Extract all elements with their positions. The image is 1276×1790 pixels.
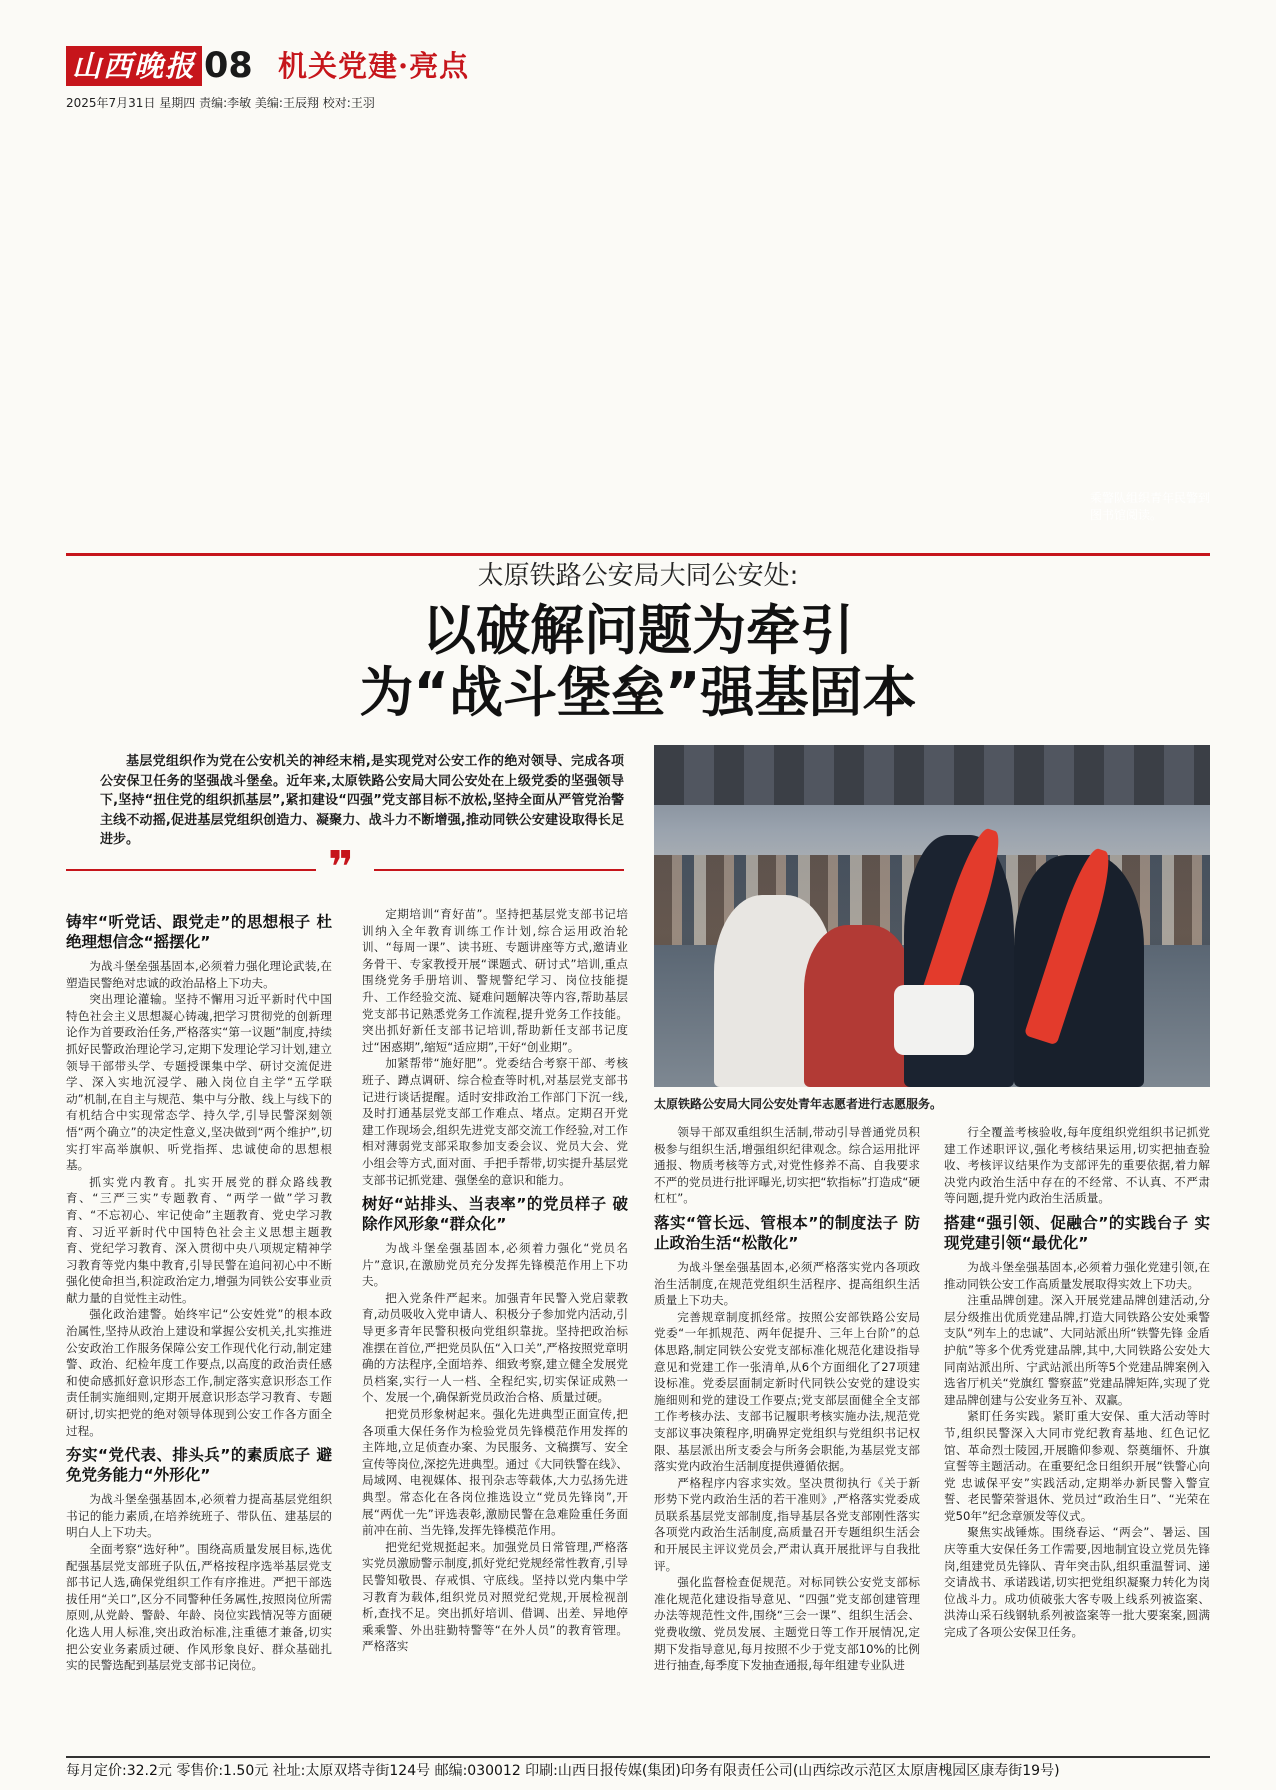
volunteer-photo-caption: 太原铁路公安局大同公安处青年志愿者进行志愿服务。 <box>654 1097 943 1111</box>
flag-text: 大同乘警支队青年先锋队 <box>433 367 832 442</box>
paragraph: 强化政治建警。始终牢记“公安姓党”的根本政治属性,坚持从政治上建设和掌握公安机关,扎实推进公安政治工作服务保障公安工作现代化行动,制定建警、政治、纪检年度工作要点,以高度的政治责任感和使命感抓好意识形态工作,制定落实意识形态工作责任制实施细则,定期开展意识形态学习教育、专题研讨,切实把党的绝对领导体现到公安工作各方面全过程。 <box>66 1307 332 1438</box>
youth-vanguard-flag <box>334 231 879 530</box>
subheading: 铸牢“听党话、跟党走”的思想根子 杜绝理想信念“摇摆化” <box>66 913 332 951</box>
paragraph: 把入党条件严起来。加强青年民警入党启蒙教育,动员吸收入党申请人、积极分子参加党内活动,引导更多青年民警积极向党组织靠拢。坚持把政治标准摆在首位,严把党员队伍“入口关”,严格按照党章明确的方法程序,全面培养、细致考察,建立健全发展党员档案,实行一人一档、全程纪实,切实保证成熟一个、发展一个,确保新党员政治合格、质量过硬。 <box>362 1290 628 1405</box>
paragraph: 强化监督检查促规范。对标同铁公安党支部标准化规范化建设指导意见、“四强”党支部创建管理办法等规范性文件,围绕“三会一课”、组织生活会、党费收缴、党员发展、主题党日等工作开展情况,定期下发指导意见,每月按照不少于党支部10%的比例进行抽查,每季度下发抽查通报,每年组建专业队进 <box>654 1575 920 1673</box>
paragraph: 全面考察“选好种”。围绕高质量发展目标,选优配强基层党支部班子队伍,严格按程序选举基层党支部书记人选,确保党组织工作有序推进。严把干部选拔任用“关口”,区分不同警种任务属性,按照岗位所需原则,从党龄、警龄、年龄、岗位实践情况等方面硬化选人用人标准,突出政治标准,注重德才兼备,切实把公安业务素质过硬、作风形象良好、群众基础扎实的民警选配到基层党支部书记岗位。 <box>66 1542 332 1673</box>
subheading: 树好“站排头、当表率”的党员样子 破除作风形象“群众化” <box>362 1195 628 1234</box>
paragraph: 突出理论灌输。坚持不懈用习近平新时代中国特色社会主义思想凝心铸魂,把学习贯彻党的创新理论作为首要政治任务,严格落实“第一议题”制度,持续抓好民警政治理论学习,定期下发理论学习计划,建立领导干部带头学、专题授课集中学、研讨交流促进学、深入实地沉浸学、融入岗位自主学“五学联动”机制,在自主与规范、集中与分散、线上与线下的有机结合中实现常态学、持久学,引导民警深刻领悟“两个确立”的决定性意义,坚决做到“两个维护”,切实打牢高举旗帜、听党指挥、忠诚使命的思想根基。 <box>66 992 332 1173</box>
paragraph: 注重品牌创建。深入开展党建品牌创建活动,分层分级推出优质党建品牌,打造大同铁路公安处乘警支队“列车上的忠诚”、大同站派出所“铁警先锋 金盾护航”等多个优秀党建品牌,其中,大同铁路公安处大同南站派出所、宁武站派出所等5个党建品牌案例入选省厅机关“党旗红 警察蓝”党建品牌矩阵,实现了党建品牌创建与公安业务互补、双赢。 <box>944 1293 1210 1407</box>
article-column-4 <box>944 1124 1210 1641</box>
paragraph: 为战斗堡垒强基固本,必须着力提高基层党组织书记的能力素质,在培养统班子、带队伍、建基层的明白人上下功夫。 <box>66 1492 332 1540</box>
exhibition-banners <box>66 255 1210 375</box>
paragraph: 领导干部双重组织生活制,带动引导普通党员积极参与组织生活,增强组织纪律观念。综合运用批评通报、物质考核等方式,对党性修养不高、自我要求不严的党员进行批评曝光,切实把“软指标”打造成“硬杠杠”。 <box>654 1125 920 1206</box>
publication-footer: 每月定价:32.2元 零售价:1.50元 社址:太原双塔寺街124号 邮编:030012 印刷:山西日报传媒(集团)印务有限责任公司(山西综改示范区太原唐槐园区康寿街19号) <box>66 1763 1060 1779</box>
paragraph: 为战斗堡垒强基固本,必须严格落实党内各项政治生活制度,在规范党组织生活程序、提高组织生活质量上下功夫。 <box>654 1259 920 1308</box>
page-number: 08 <box>204 46 253 86</box>
paragraph: 紧盯任务实践。紧盯重大安保、重大活动等时节,组织民警深入大同市党纪教育基地、红色记忆馆、革命烈士陵园,开展瞻仰参观、祭奠缅怀、升旗宣誓等主题活动。在重要纪念日组织开展“铁警心向党 忠诚保平安”实践活动,定期举办新民警入警宣誓、老民警荣誉退休、党员过“政治生日”、“光荣在党50年”纪念章颁发等仪式。 <box>944 1409 1210 1523</box>
paragraph: 定期培训“育好苗”。坚持把基层党支部书记培训纳入全年教育训练工作计划,综合运用政治轮训、“每周一课”、读书班、专题讲座等方式,邀请业务骨干、专家教授开展“课题式、研讨式”培训,重点围绕党务手册培训、警规警纪学习、岗位技能提升、工作经验交流、疑难问题解决等内容,帮助基层党支部书记熟悉党务工作流程,提升党务工作技能。突出抓好新任支部书记培训,帮助新任支部书记度过“困惑期”,缩短“适应期”,干好“创业期”。 <box>362 907 628 1054</box>
masthead <box>66 40 1210 110</box>
subheading: 夯实“党代表、排头兵”的素质底子 避免党务能力“外形化” <box>66 1446 332 1485</box>
newspaper-logo: 山西晚报 <box>66 46 202 86</box>
paragraph: 严格程序内容求实效。坚决贯彻执行《关于新形势下党内政治生活的若干准则》,严格落实党委成员联系基层党支部制度,指导基层各党支部刚性落实各项党内政治生活制度,高质量召开专题组织生活会和开展民主评议党员会,严肃认真开展批评与自我批评。 <box>654 1475 920 1573</box>
headline-line-1: 以破解问题为牵引 <box>422 599 854 662</box>
section-title: 机关党建·亮点 <box>278 49 470 83</box>
top-photo-caption: 乘警队组织青年民警到图书馆阅读。 <box>1090 491 1211 522</box>
subheading: 落实“管长远、管根本”的制度法子 防止政治生活“松散化” <box>654 1213 920 1252</box>
paragraph: 行全覆盖考核验收,每年度组织党组织书记抓党建工作述职评议,强化考核结果运用,切实把抽查验收、考核评议结果作为支部评先的重要依据,着力解决党内政治生活中存在的不经常、不认真、不严肃等问题,提升党内政治生活质量。 <box>944 1125 1210 1206</box>
article-column-2 <box>362 906 628 1655</box>
article-column-1 <box>66 906 332 1674</box>
paragraph: 加紧帮带“施好肥”。党委结合考察干部、考核班子、蹲点调研、综合检查等时机,对基层党支部书记进行谈话提醒。适时安排政治工作部门下沉一线,及时打通基层党支部工作难点、堵点。定期召开党建工作现场会,组织先进党支部交流工作经验,对工作相对薄弱党支部采取参加支委会议、党员大会、党小组会等方式,面对面、手把手帮带,切实提升基层党支部书记抓党建、强堡垒的意识和能力。 <box>362 1056 628 1187</box>
paragraph: 把党员形象树起来。强化先进典型正面宣传,把各项重大保任务作为检验党员先锋模范作用发挥的主阵地,立足侦查办案、为民服务、文稿撰写、安全宣传等岗位,深挖先进典型。通过《大同铁警在线》、局域网、电视媒体、报刊杂志等载体,大力弘扬先进典型。常态化在各岗位推选设立“党员先锋岗”,开展“两优一先”评选表彰,激励民警在急难险重任务面前冲在前、当先锋,发挥先锋模范作用。 <box>362 1407 628 1538</box>
volunteer-photo <box>654 745 1210 1087</box>
paragraph: 为战斗堡垒强基固本,必须着力强化理论武装,在塑造民警绝对忠诚的政治品格上下功夫。 <box>66 959 332 990</box>
footer-divider <box>66 1756 1210 1758</box>
paragraph: 把党纪党规挺起来。加强党员日常管理,严格落实党员激励警示制度,抓好党纪党规经常性教育,引导民警知敬畏、存戒惧、守底线。坚持以党内集中学习教育为载体,组织党员对照党纪党规,开展检视剖析,查找不足。突出抓好培训、借调、出差、异地停乘乘警、外出驻勤特警等“在外人员”的教育管理。严格落实 <box>362 1539 628 1654</box>
dateline: 2025年7月31日 星期四 责编:李敏 美编:王辰翔 校对:王羽 <box>66 96 375 110</box>
paragraph: 完善规章制度抓经常。按照公安部铁路公安局党委“一年抓规范、两年促提升、三年上台阶”的总体思路,制定同铁公安党支部标准化规范化建设指导意见和党建工作一张清单,从6个方面细化了27项建设标准。党委层面制定新时代同铁公安党的建设实施细则和党的建设工作要点;党支部层面健全全支部工作考核办法、支部书记履职考核实施办法,规范党支部议事决策程序,明确界定党组织与党组织书记权限、基层派出所支委会与所务会职能,为基层党支部落实党内政治生活制度提供遵循依据。 <box>654 1309 920 1474</box>
paragraph: 抓实党内教育。扎实开展党的群众路线教育、“三严三实”专题教育、“两学一做”学习教育、“不忘初心、牢记使命”主题教育、党史学习教育、习近平新时代中国特色社会主义思想主题教育、党纪学习教育、深入贯彻中央八项规定精神学习教育等党内集中教育,引导民警在追问初心中不断强化使命担当,积淀政治定力,增强为同铁公安事业贡献力量的自觉性主动性。 <box>66 1174 332 1305</box>
paragraph: 聚焦实战锤炼。围绕春运、“两会”、暑运、国庆等重大安保任务工作需要,因地制宜设立党员先锋岗,组建党员先锋队、青年突击队,组织重温誓词、递交请战书、承诺践诺,切实把党组织凝聚力转化为岗位战斗力。成功侦破张大客专吸上线系列被盗案、洪涛山采石线钢轨系列被盗案等一批大要案案,圆满完成了各项公安保卫任务。 <box>944 1525 1210 1640</box>
subheading: 搭建“强引领、促融合”的实践台子 实现党建引领“最优化” <box>944 1213 1210 1252</box>
headline-kicker: 太原铁路公安局大同公安处: <box>477 561 799 591</box>
quote-mark-icon: ❞ <box>328 842 354 893</box>
league-emblem-icon <box>394 264 466 340</box>
headline-line-2: 为“战斗堡垒”强基固本 <box>359 661 917 724</box>
quote-divider <box>66 842 624 893</box>
article-column-3 <box>654 1124 920 1674</box>
lead-paragraph: 基层党组织作为党在公安机关的神经末梢,是实现党对公安工作的绝对领导、完成各项公安保卫任务的坚强战斗堡垒。近年来,太原铁路公安局大同公安处在上级党委的坚强领导下,坚持“扭住党的组织抓基层”,紧扣建设“四强”党支部目标不放松,坚持全面从严管党治警主线不动摇,促进基层党组织创造力、凝聚力、战斗力不断增强,推动同铁公安建设取得长足进步。 <box>100 754 624 847</box>
paragraph: 为战斗堡垒强基固本,必须着力强化党建引领,在推动同铁公安工作高质量发展取得实效上下功夫。 <box>944 1259 1210 1291</box>
divider-line <box>66 553 1210 556</box>
top-photo <box>66 40 1210 555</box>
paragraph: 为战斗堡垒强基固本,必须着力强化“党员名片”意识,在激励党员充分发挥先锋模范作用上下功夫。 <box>362 1241 628 1289</box>
